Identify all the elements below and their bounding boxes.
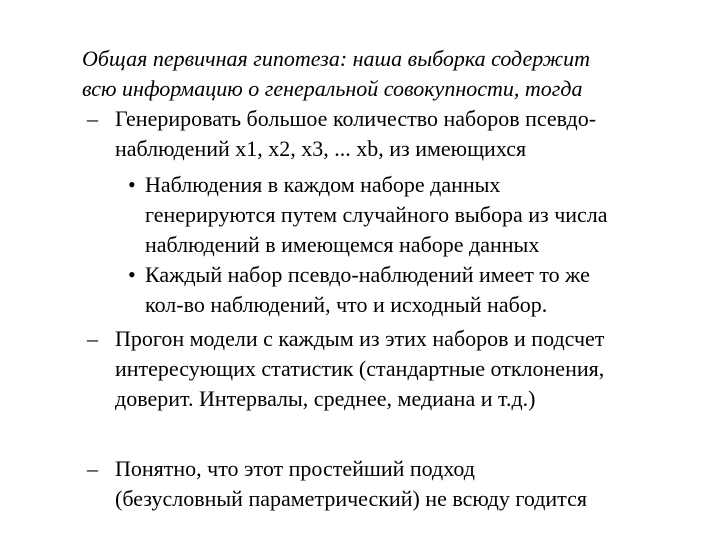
subitem-2-line-1: Каждый набор псевдо-наблюдений имеет то же — [145, 262, 590, 287]
subitem-1-bullet: • — [128, 172, 136, 197]
subitem-2-line-2: кол-во наблюдений, что и исходный набор. — [145, 292, 548, 317]
intro-line-2: всю информацию о генеральной совокупности, тогда — [82, 76, 583, 101]
subitem-1-line-2: генерируются путем случайного выбора из числа — [145, 202, 608, 227]
item-2-line-1: Прогон модели с каждым из этих наборов и подсчет — [115, 326, 605, 351]
item-3-line-2: (безусловный параметрический) не всюду годится — [115, 486, 587, 511]
item-2-line-2: интересующих статистик (стандартные отклонения, — [115, 356, 605, 381]
item-1-line-2: наблюдений x1, x2, x3, ... xb, из имеющихся — [115, 136, 527, 161]
item-1-line-1: Генерировать большое количество наборов псевдо- — [115, 106, 597, 131]
subitem-1-line-1: Наблюдения в каждом наборе данных — [145, 172, 501, 197]
subitem-1-line-3: наблюдений в имеющемся наборе данных — [145, 232, 540, 257]
item-3-line-1: Понятно, что этот простейший подход — [115, 456, 475, 481]
intro-line-1: Общая первичная гипотеза: наша выборка содержит — [82, 46, 591, 71]
item-1-dash: – — [87, 106, 98, 131]
item-2-dash: – — [87, 326, 98, 351]
item-2-line-3: доверит. Интервалы, среднее, медиана и т.д.) — [115, 386, 536, 411]
item-3-dash: – — [87, 456, 98, 481]
subitem-2-bullet: • — [128, 262, 136, 287]
